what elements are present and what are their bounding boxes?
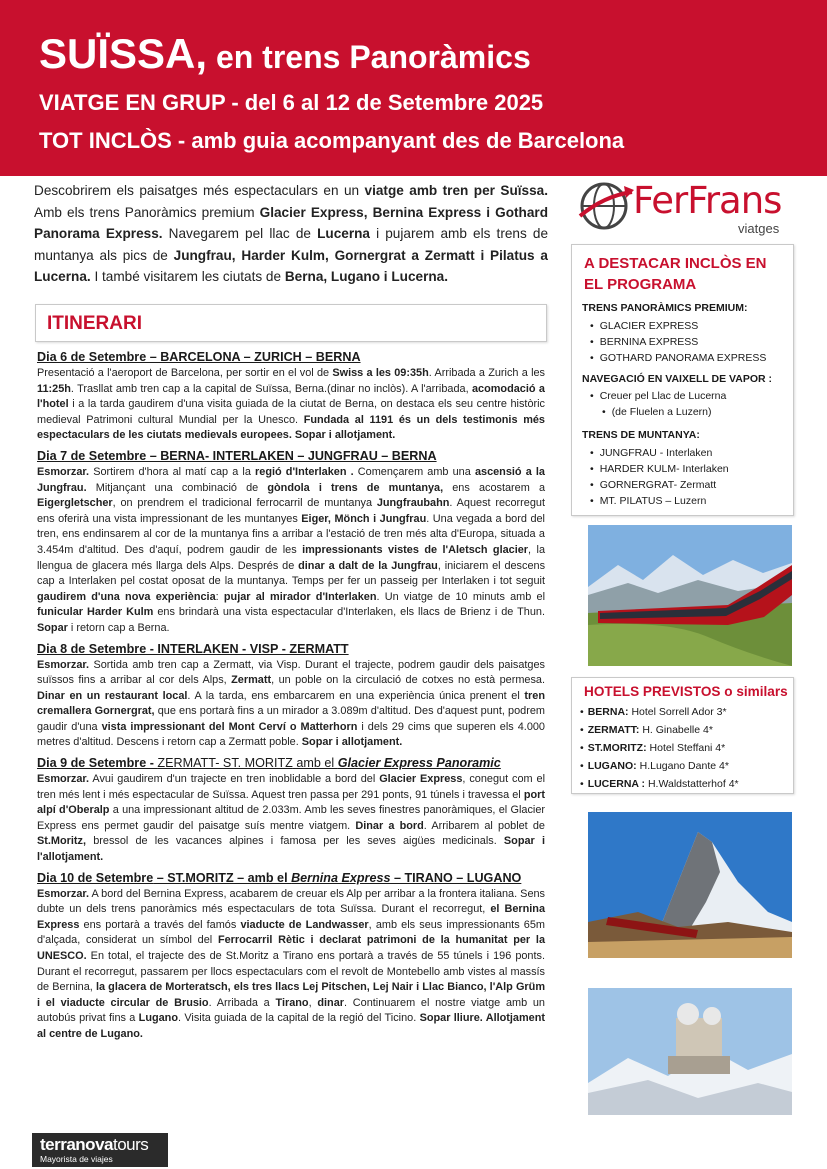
list-item: • GOTHARD PANORAMA EXPRESS	[590, 350, 766, 366]
itinerary-heading-box	[35, 304, 547, 342]
terranova-tours-logo: terranovatours Mayorista de viajes	[32, 1133, 168, 1167]
list-item: • HARDER KULM- Interlaken	[590, 461, 729, 477]
trip-dates: VIATGE EN GRUP - del 6 al 12 de Setembre 2025	[39, 90, 544, 115]
mountain-trains-list	[590, 445, 729, 509]
logo-name: FerFrans	[633, 179, 782, 222]
day-description: Esmorzar. A bord del Bernina Express, acabarem de creuar els Alp per arribar a la frontera italiana. Sens dubte un dels trens panoràmics més espectaculars de tota Suïssa. Durant el recorregut, el Bernina Express ens portarà a través del famós viaducte de Landwasser, amb els seus impressionants 65m d'alçada, considerat un símbol del Ferrocarril Rètic i declarat patrimoni de la humanitat per la UNESCO. En total, el trajecte des de St.Moritz a Tirano ens portarà a través de 55 túnels i 196 ponts. Durant el recorregut, passarem per llocs espectaculars com el revolt de Montebello amb vistes al massís de Bernina, la glacera de Morteratsch, els tres llacs Lej Pitschen, Lej Nair i Llac Bianco, l'Alp Grüm i el viaducte circular de Brusio. Arribada a Tirano, dinar. Continuarem el nostre viatge amb un autobús privat fins a Lugano. Visita guiada de la capital de la regió del Ticino. Sopar lliure. Allotjament al centre de Lugano.	[37, 887, 546, 1040]
day-title: Dia 8 de Setembre - INTERLAKEN - VISP - ZERMATT	[37, 641, 349, 656]
day-6	[37, 349, 545, 444]
day-9	[37, 755, 545, 866]
header-banner	[0, 0, 827, 176]
logo-subtitle: viatges	[738, 221, 780, 236]
list-item: • GORNERGRAT- Zermatt	[590, 477, 729, 493]
day-8	[37, 641, 545, 752]
hotel-item: • ST.MORITZ: Hotel Steffani 4*	[580, 739, 739, 757]
day-10	[37, 870, 545, 1043]
list-item: • (de Fluelen a Luzern)	[590, 404, 726, 420]
page-title: SUÏSSA, en trens Panoràmics	[39, 30, 531, 77]
hotels-box	[571, 677, 794, 794]
ferfrans-logo	[578, 176, 790, 238]
day-title: Dia 6 de Setembre – BARCELONA – ZURICH – BERNA	[37, 350, 361, 364]
list-item: • BERNINA EXPRESS	[590, 334, 766, 350]
hotels-list	[580, 703, 739, 793]
itinerary-days	[37, 349, 545, 1047]
day-7	[37, 448, 545, 637]
section-panoramic-trains: TRENS PANORÀMICS PREMIUM:	[582, 302, 748, 314]
itinerary-heading: ITINERARI	[47, 313, 142, 334]
day-description: Esmorzar. Avui gaudirem d'un trajecte en tren inoblidable a bord del Glacier Express, conegut com el tren més lent i més espectacular de Suïssa. Aquest tren passa per 291 ponts, 91 túnels i travessa el port alpí d'Oberalp a una impressionant altitud de 2.033m. Amb les seves finestres panoràmiques, el Glacier Express ens permet gaudir del paisatge suís mentre viatgem. Dinar a bord. Arribarem al poblet de St.Moritz, bressol de les vacances alpines i famosa per les seves aigües medicinals. Sopar i l'allotjament.	[37, 773, 545, 864]
panoramic-trains-list	[590, 318, 766, 366]
list-item: • MT. PILATUS – Luzern	[590, 493, 729, 509]
highlights-title: A DESTACAR INCLÒS EN EL PROGRAMA	[584, 255, 767, 293]
list-item: • JUNGFRAU - Interlaken	[590, 445, 729, 461]
hotels-title: HOTELS PREVISTOS o similars	[584, 684, 788, 699]
list-item: • Creuer pel Llac de Lucerna	[590, 388, 726, 404]
day-title: Dia 9 de Setembre - ZERMATT- ST. MORITZ amb el Glacier Express Panoramic	[37, 756, 501, 771]
hotel-item: • BERNA: Hotel Sorrell Ador 3*	[580, 703, 739, 721]
day-title: Dia 10 de Setembre – ST.MORITZ – amb el Bernina Express – TIRANO – LUGANO	[37, 870, 522, 885]
day-title: Dia 7 de Setembre – BERNA- INTERLAKEN – JUNGFRAU – BERNA	[37, 448, 437, 463]
trip-inclusions: TOT INCLÒS - amb guia acompanyant des de Barcelona	[39, 128, 625, 153]
hotel-item: • LUCERNA : H.Waldstatterhof 4*	[580, 775, 739, 793]
day-description: Esmorzar. Sortida amb tren cap a Zermatt, via Visp. Durant el trajecte, podrem gaudir dels paisatges suïssos fins a arribar al cor dels Alps, Zermatt, un poble on la circulació de cotxes no està permesa. Dinar en un restaurant local. A la tarda, ens embarcarem en una experiència única prenent el tren cremallera Gornergrat, que ens portarà fins a un mirador a 3.089m d'altitud. Des d'aquest punt, podrem gaudir d'una vista impressionant del Mont Cerví o Matterhorn i dels 29 cims que superen els 4.000 metres d'altitud. Descens i retorn cap a Zermatt poble. Sopar i allotjament.	[37, 658, 546, 749]
day-description: Esmorzar. Sortirem d'hora al matí cap a la regió d'Interlaken . Començarem amb una ascensió a la Jungfrau. Mitjançant una combinació de gòndola i trens de muntanya, ens acostarem a Eigergletscher, on prendrem el tradicional ferrocarril de muntanya Jungfraubahn. Aquest recorregut ens oferirà una vista impressionant de les muntanyes Eiger, Mönch i Jungfrau. Una vegada a bord del tren, ens endinsarem al cor de la muntanya fins a arribar a l'estació de tren més alta d'Europa, situada a 3.454m d'altitud. Des d'aquí, podrem gaudir de les impressionants vistes de l'Aletsch glacier, la llengua de glacera més llarga dels Alps. Després de dinar a dalt de la Jungfrau, iniciarem el descens cap a Interlaken pel costat oposat de la muntanya. Temps per fer un passeig per Interlaken i tot seguit gaudirem d'una nova experiència: pujar al mirador d'Interlaken. Un viatge de 10 minuts amb el funicular Harder Kulm ens brindarà una vista espectacular d'Interlaken, els llacs de Brienz i de Thun. Sopar i retorn cap a Berna.	[37, 465, 546, 634]
gornergrat-observatory-photo	[588, 988, 792, 1115]
globe-icon	[578, 178, 634, 234]
section-mountain-trains: TRENS DE MUNTANYA:	[582, 429, 700, 441]
day-description: Presentació a l'aeroport de Barcelona, per sortir en el vol de Swiss a les 09:35h. Arribada a Zurich a les 11:25h. Trasllat amb tren cap a la capital de Suïssa, Berna.(dinar no inclòs). A l'arribada, acomodació a l'hotel i a la tarda gaudirem d'una visita guiada de la ciutat de Berna, on destaca els seu centre històric medieval Patrimoni cultural Mundial per la Unesco. Fundada al 1191 és un dels testimonis més espectaculars de les ciutats medievals europees. Sopar i allotjament.	[37, 367, 545, 442]
matterhorn-photo	[588, 812, 792, 958]
highlights-box	[571, 244, 794, 516]
bernina-train-photo	[588, 525, 792, 666]
hotel-item: • LUGANO: H.Lugano Dante 4*	[580, 757, 739, 775]
section-steamboat: NAVEGACIÓ EN VAIXELL DE VAPOR :	[582, 373, 772, 385]
steamboat-list	[590, 388, 726, 420]
list-item: • GLACIER EXPRESS	[590, 318, 766, 334]
hotel-item: • ZERMATT: H. Ginabelle 4*	[580, 721, 739, 739]
intro-paragraph: Descobrirem els paisatges més espectaculars en un viatge amb tren per Suïssa. Amb els trens Panoràmics premium Glacier Express, Bernina Express i Gothard Panorama Express. Navegarem pel llac de Lucerna i pujarem amb els trens de muntanya als pics de Jungfrau, Harder Kulm, Gornergrat a Zermatt i Pilatus a Lucerna. I també visitarem les ciutats de Berna, Lugano i Lucerna.	[34, 183, 549, 285]
